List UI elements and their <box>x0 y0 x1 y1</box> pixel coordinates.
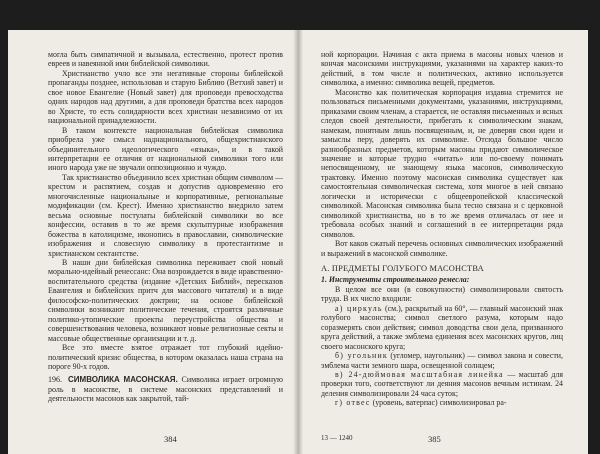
list-intro: В целом все они (в совокупности) символизировали святость труда. В их число входили: <box>321 284 563 304</box>
section-number: 196. <box>48 375 62 385</box>
paragraph: могла быть симпатичной и вызывала, естественно, протест против евреев и навеянной ими библейской символики. <box>48 50 283 69</box>
section-text: Символика играет огромную роль в масонстве, в системе масонских представлений и деятельности масонов как закрытой, тай- <box>48 375 283 404</box>
item-text: (угломер, наугольник) — символ закона и совести, эмблема части земного шара, освещенной солнцем; <box>321 351 563 370</box>
paragraph: Так христианство объединило всех христиан общим символом — крестом и распятием, создав и допустив одновременно его многочисленные национальные и корпоративные, региональные модификации (см. Крест). Именно христианство внедрило затем весьма основные постулаты библейской символики во все конфессии, оставив в то же время скульптурные изображения божества в католицизме, иконопись в православии, символические изображения и словесную символику в протестантизме и христианском сектантстве. <box>48 172 283 258</box>
paragraph: Масонство как политическая корпорация издавна стремится не пользоваться письменными документами, указаниями, инструкциями, приказами своим членам, а старается, не оставляя письменных и ясных следов своей деятельности, прибегать к символическим знакам, намекам, понятным лишь посвященным, и, не доверяя свои идеи и замыслы перу, доверять их символике. Отсюда большое число разнообразных предметов, которым масоны придают символическое значение и которые трудно «читать» или по-своему понимать непосвященному, не знающему языка масонов, символическую трактовку. Именно поэтому масонская символика существует как самостоятельная символическая система, хотя многое в ней связано логически и исторически с общеевропейской классической символикой. Масонская символика была тесно связана и с церковной символикой христианства, но в то же время отличалась от нее и требовала особых знаний и соглашений в ее интерпретации ряда символов. <box>321 87 563 239</box>
item-label: в) 24-дюймовая масштабная линейка <box>335 369 504 379</box>
section-entry <box>48 375 283 403</box>
paragraph: Христианство учло все эти негативные стороны библейской пропаганды позднее, использовав и старую Библию (Ветхий завет) и свое новое Евангелие (Новый завет) для проповеди превосходства одних народов над другими, а для проповеди братства всех народов во Христе, то есть солидарности всех христиан независимо от их национальной принадлежности. <box>48 68 283 126</box>
book-gutter <box>293 30 303 454</box>
paragraph: Все это вместе взятое отражает тот глубокий идейно-политический кризис общества, в котором оказалась наша страна на пороге 90-х годов. <box>48 343 283 371</box>
page-number: 385 <box>428 434 441 444</box>
page-number: 384 <box>164 434 177 444</box>
list-item <box>321 398 563 407</box>
item-text: — масштаб для проверки того, соответствуют ли деяния масонов вечным истинам. 24 деления символизировали 24 часа суток; <box>321 369 563 398</box>
item-text: (см.), раскрытый на 60°, — главный масонский знак голубого масонства; символ светлого разума, которым надо соразмерять свои действия; символ доводства свои дела, призванного круга действий, а также эмблема единения всех масонских кругов, лиц своего масонского круга; <box>321 303 563 351</box>
subheading: 1. Инструменты строительного ремесла: <box>321 275 470 285</box>
open-book <box>8 30 588 454</box>
paragraph: Вот каков сжатый перечень основных символических изображений и выражений в масонской символике. <box>321 239 563 258</box>
paragraph: В таком контексте национальная библейская символика приобрела уже смысл наднационального, общехристианского объединительного идеологического «языка», и в такой интерпретации ее отличия от национальной символики того или иного народа уже не звучали оппозиционно и чуждо. <box>48 125 283 173</box>
left-page <box>8 30 297 454</box>
left-page-text <box>48 50 283 404</box>
item-label: г) отвес <box>335 398 371 408</box>
list-item <box>321 370 563 398</box>
item-label: а) циркуль <box>335 303 383 313</box>
paragraph: В наши дни библейская символика переживает свой новый морально-идейный ренессанс: Она возрождается в виде нравственно-воспитательного средства (издание «Детских Библий», пересказов Евангелия и библейских притч для массового читателя) и в виде философско-политических доктрин; на основе библейской символики возникают политические течения, строятся различные политико-утопические проекты переустройства общества и совершенствования человека, возникают новые религиозные секты и массовые общественные организации и т. д. <box>48 257 283 343</box>
right-page <box>299 30 588 454</box>
item-text: (уровень, ватерпас) символизировал ра- <box>372 398 507 408</box>
paragraph: ной корпорации. Начиная с акта приема в масоны новых членов и кончая масонскими инструкциями, указаниями на характер каких-то действий, в том числе и политических, активно используется символика, а именно: символика вещей, предметов. <box>321 50 563 88</box>
list-item <box>321 351 563 370</box>
category-heading: А. ПРЕДМЕТЫ ГОЛУБОГО МАСОНСТВА <box>321 263 484 273</box>
right-page-text <box>321 50 563 408</box>
section-title: СИМВОЛИКА МАСОНСКАЯ. <box>68 375 178 385</box>
list-item <box>321 304 563 351</box>
item-label: б) угольник <box>335 351 388 361</box>
printer-signature: 13 — 1240 <box>321 434 353 442</box>
